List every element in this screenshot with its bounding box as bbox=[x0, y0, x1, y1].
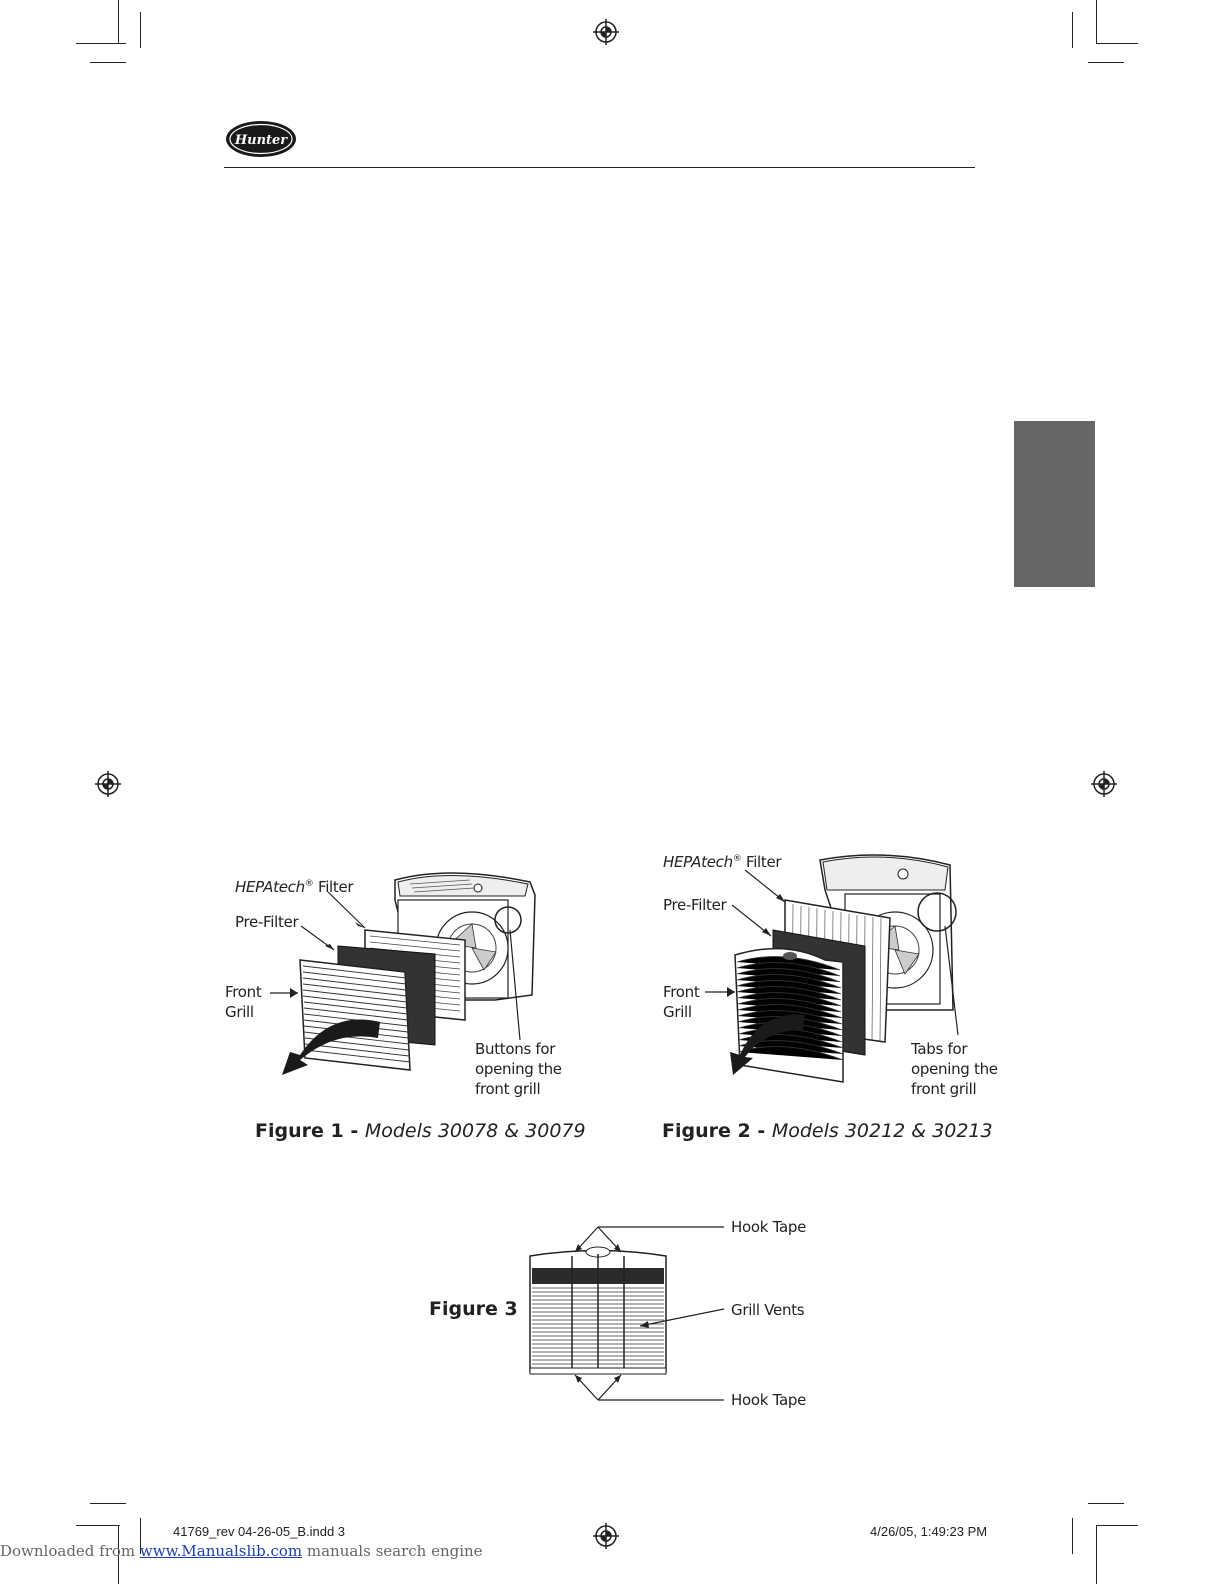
fig3-hook-tape-bottom-label: Hook Tape bbox=[731, 1391, 807, 1409]
crop-mark bbox=[1096, 43, 1138, 44]
crop-mark bbox=[90, 1503, 126, 1504]
crop-mark bbox=[1096, 1525, 1138, 1526]
fig3-hook-tape-top-label: Hook Tape bbox=[731, 1218, 807, 1236]
fig1-hepa-label: HEPAtech® Filter bbox=[235, 878, 354, 896]
registration-mark-icon bbox=[95, 771, 121, 797]
header-rule bbox=[224, 167, 975, 168]
crop-mark bbox=[1096, 0, 1097, 44]
manualslib-link[interactable]: www.Manualslib.com bbox=[139, 1542, 303, 1560]
fig1-buttons-label: Buttons for opening the front grill bbox=[475, 1040, 562, 1098]
figure-2-caption: Figure 2 - Models 30212 & 30213 bbox=[662, 1120, 993, 1142]
crop-mark bbox=[140, 12, 141, 48]
crop-mark bbox=[90, 62, 126, 63]
fig3-grill-vents-label: Grill Vents bbox=[731, 1301, 805, 1319]
slug-date: 4/26/05, 1:49:23 PM bbox=[870, 1524, 988, 1539]
crop-mark bbox=[76, 1525, 120, 1526]
registration-mark-icon bbox=[593, 19, 619, 45]
download-notice: Downloaded from www.Manualslib.com manuals search engine bbox=[0, 1542, 483, 1560]
crop-mark bbox=[1088, 1503, 1124, 1504]
fig2-front-grill-label: Front Grill bbox=[663, 983, 700, 1021]
fig2-tabs-label: Tabs for opening the front grill bbox=[911, 1040, 998, 1098]
slug-file-name: 41769_rev 04-26-05_B.indd 3 bbox=[173, 1524, 346, 1539]
figure-3-caption: Figure 3 bbox=[429, 1298, 518, 1320]
crop-mark bbox=[1096, 1525, 1097, 1584]
fig1-front-grill-label: Front Grill bbox=[225, 983, 262, 1021]
hunter-logo-icon bbox=[224, 118, 298, 160]
crop-mark bbox=[1072, 12, 1073, 48]
registration-mark-icon bbox=[593, 1523, 619, 1549]
fig1-prefilter-label: Pre-Filter bbox=[235, 913, 299, 931]
figure-3-illustration bbox=[528, 1220, 728, 1410]
fig2-prefilter-label: Pre-Filter bbox=[663, 896, 727, 914]
crop-mark bbox=[1088, 62, 1124, 63]
svg-text:Hunter: Hunter bbox=[234, 133, 288, 148]
registration-mark-icon bbox=[1091, 771, 1117, 797]
fig2-hepa-label: HEPAtech® Filter bbox=[663, 853, 782, 871]
figure-1-caption: Figure 1 - Models 30078 & 30079 bbox=[255, 1120, 586, 1142]
section-tab bbox=[1014, 421, 1095, 587]
crop-mark bbox=[118, 0, 119, 44]
crop-mark bbox=[1072, 1518, 1073, 1554]
